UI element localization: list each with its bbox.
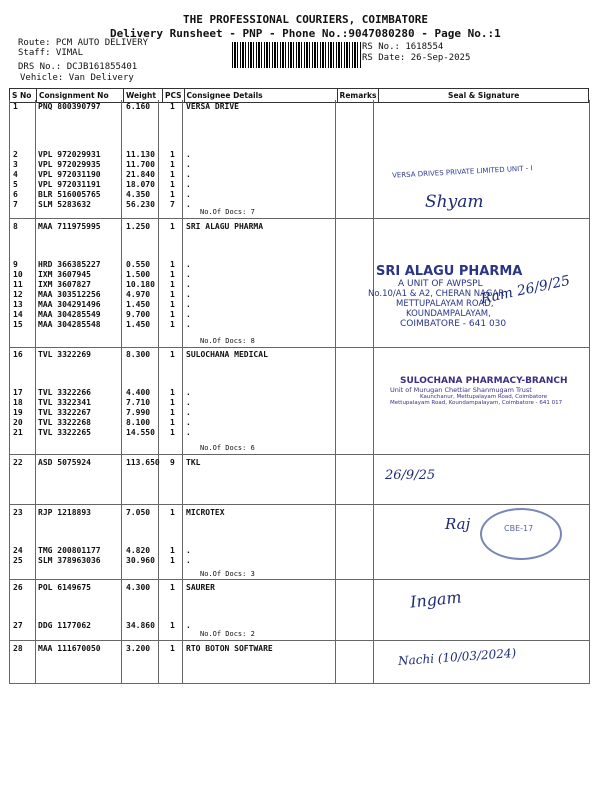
sno-cell: 27: [13, 621, 23, 630]
consignee-cell: .: [186, 160, 191, 169]
weight-cell: 1.450: [126, 320, 151, 329]
consignment-cell: TVL 3322265: [38, 428, 91, 437]
table-row: [0, 621, 600, 631]
no-docs-group3: No.Of Docs: 6: [200, 444, 255, 452]
sno-cell: 1: [13, 102, 18, 111]
weight-cell: 21.840: [126, 170, 155, 179]
consignment-cell: TVL 3322267: [38, 408, 91, 417]
weight-cell: 34.860: [126, 621, 155, 630]
no-docs-group1: No.Of Docs: 7: [200, 208, 255, 216]
sno-cell: 7: [13, 200, 18, 209]
pcs-cell: 1: [170, 398, 175, 407]
weight-cell: 11.700: [126, 160, 155, 169]
consignment-cell: VPL 972031191: [38, 180, 101, 189]
consignment-cell: PNQ 800390797: [38, 102, 101, 111]
signature-versa: Shyam: [425, 192, 484, 212]
pcs-cell: 1: [170, 280, 175, 289]
consignment-cell: RJP 1218893: [38, 508, 91, 517]
alagu-line2: No.10/A1 & A2, CHERAN NAGAR: [368, 289, 505, 299]
pcs-cell: 1: [170, 320, 175, 329]
sno-cell: 13: [13, 300, 23, 309]
pcs-cell: 1: [170, 190, 175, 199]
consignee-cell: RTO BOTON SOFTWARE: [186, 644, 273, 653]
pcs-cell: 1: [170, 556, 175, 565]
weight-cell: 1.250: [126, 222, 151, 231]
table-row: [0, 190, 600, 200]
pcs-cell: 1: [170, 290, 175, 299]
consignment-cell: IXM 3607945: [38, 270, 91, 279]
sno-cell: 4: [13, 170, 18, 179]
consignee-cell: SAURER: [186, 583, 215, 592]
consignee-cell: .: [186, 310, 191, 319]
consignment-cell: MAA 711975995: [38, 222, 101, 231]
pcs-cell: 7: [170, 200, 175, 209]
consignment-cell: TVL 3322269: [38, 350, 91, 359]
table-row: [0, 222, 600, 232]
sno-cell: 17: [13, 388, 23, 397]
weight-cell: 11.130: [126, 150, 155, 159]
sno-cell: 16: [13, 350, 23, 359]
consignee-cell: .: [186, 200, 191, 209]
rs-number: RS No.: 1618554: [362, 42, 444, 52]
alagu-line3: METTUPALAYAM ROAD,: [396, 299, 494, 309]
no-docs-group4: No.Of Docs: 3: [200, 570, 255, 578]
consignee-cell: .: [186, 260, 191, 269]
sno-cell: 21: [13, 428, 23, 437]
table-row: [0, 350, 600, 360]
pcs-cell: 1: [170, 150, 175, 159]
sno-cell: 6: [13, 190, 18, 199]
consignee-cell: SULOCHANA MEDICAL: [186, 350, 268, 359]
runsheet-subtitle: Delivery Runsheet - PNP - Phone No.:9047080280 - Page No.:1: [110, 27, 501, 40]
consignment-cell: POL 6149675: [38, 583, 91, 592]
alagu-line1: A UNIT OF AWPSPL: [398, 279, 483, 289]
pcs-cell: 1: [170, 546, 175, 555]
sno-cell: 8: [13, 222, 18, 231]
pcs-cell: 1: [170, 428, 175, 437]
consignee-cell: .: [186, 408, 191, 417]
weight-cell: 1.450: [126, 300, 151, 309]
sulo-name: SULOCHANA PHARMACY-BRANCH: [400, 376, 568, 386]
round-stamp: [480, 508, 562, 560]
signature-microtex: Raj: [445, 515, 471, 533]
weight-cell: 9.700: [126, 310, 151, 319]
weight-cell: 18.070: [126, 180, 155, 189]
table-row: [0, 180, 600, 190]
weight-cell: 6.160: [126, 102, 151, 111]
weight-cell: 4.970: [126, 290, 151, 299]
pcs-cell: 1: [170, 300, 175, 309]
consignment-cell: TVL 3322266: [38, 388, 91, 397]
staff-label: Staff: VIMAL: [18, 48, 84, 58]
consignee-cell: .: [186, 556, 191, 565]
consignment-cell: ASD 5075924: [38, 458, 91, 467]
sno-cell: 28: [13, 644, 23, 653]
consignee-cell: SRI ALAGU PHARMA: [186, 222, 264, 231]
table-row: [0, 200, 600, 210]
consignee-cell: .: [186, 621, 191, 630]
weight-cell: 4.300: [126, 583, 151, 592]
table-row: [0, 150, 600, 160]
consignment-cell: MAA 304291496: [38, 300, 101, 309]
consignment-cell: VPL 972029931: [38, 150, 101, 159]
pcs-cell: 1: [170, 180, 175, 189]
weight-cell: 1.500: [126, 270, 151, 279]
weight-cell: 14.550: [126, 428, 155, 437]
sulo-line2: Kaunchanur, Mettupalayam Road, Coimbatore: [420, 394, 548, 400]
weight-cell: 0.550: [126, 260, 151, 269]
sno-cell: 3: [13, 160, 18, 169]
weight-cell: 4.820: [126, 546, 151, 555]
weight-cell: 56.230: [126, 200, 155, 209]
pcs-cell: 1: [170, 260, 175, 269]
col-consignment: Consignment No: [37, 89, 124, 103]
table-row: [0, 428, 600, 438]
sno-cell: 24: [13, 546, 23, 555]
consignment-cell: HRD 366385227: [38, 260, 101, 269]
pcs-cell: 1: [170, 160, 175, 169]
sno-cell: 12: [13, 290, 23, 299]
barcode: [232, 42, 362, 68]
pcs-cell: 9: [170, 458, 175, 467]
pcs-cell: 1: [170, 170, 175, 179]
consignee-cell: .: [186, 300, 191, 309]
pcs-cell: 1: [170, 310, 175, 319]
no-docs-group5: No.Of Docs: 2: [200, 630, 255, 638]
table-row: [0, 418, 600, 428]
runsheet-header-row: [9, 88, 589, 103]
consignment-cell: MAA 111670050: [38, 644, 101, 653]
pcs-cell: 1: [170, 222, 175, 231]
consignee-cell: .: [186, 180, 191, 189]
sno-cell: 15: [13, 320, 23, 329]
signature-saurer: Ingam: [409, 587, 463, 612]
weight-cell: 8.100: [126, 418, 151, 427]
table-row: [0, 583, 600, 593]
alagu-line4: KOUNDAMPALAYAM,: [406, 309, 491, 319]
sno-cell: 14: [13, 310, 23, 319]
consignment-cell: DDG 1177062: [38, 621, 91, 630]
sno-cell: 22: [13, 458, 23, 467]
route-label: Route: PCM AUTO DELIVERY: [18, 38, 149, 48]
sno-cell: 23: [13, 508, 23, 517]
sulochana-stamp: [390, 376, 568, 406]
table-row: [0, 102, 600, 112]
consignment-cell: TVL 3322341: [38, 398, 91, 407]
consignment-cell: MAA 304285548: [38, 320, 101, 329]
consignee-cell: .: [186, 320, 191, 329]
pcs-cell: 1: [170, 418, 175, 427]
sulo-line3: Mettupalayam Road, Koundampalayam, Coimbatore - 641 017: [390, 400, 563, 406]
consignee-cell: .: [186, 170, 191, 179]
sno-cell: 18: [13, 398, 23, 407]
consignee-cell: VERSA DRIVE: [186, 102, 239, 111]
round-stamp-text: CBE-17: [504, 524, 534, 533]
sno-cell: 25: [13, 556, 23, 565]
weight-cell: 3.200: [126, 644, 151, 653]
consignment-cell: IXM 3607827: [38, 280, 91, 289]
consignee-cell: .: [186, 418, 191, 427]
weight-cell: 7.990: [126, 408, 151, 417]
sno-cell: 20: [13, 418, 23, 427]
alagu-name: SRI ALAGU PHARMA: [376, 264, 523, 279]
consignee-cell: .: [186, 270, 191, 279]
consignment-cell: VPL 972029935: [38, 160, 101, 169]
sno-cell: 2: [13, 150, 18, 159]
col-pcs: PCS: [163, 89, 185, 103]
consignee-cell: .: [186, 150, 191, 159]
no-docs-group2: No.Of Docs: 8: [200, 337, 255, 345]
col-seal: Seal & Signature: [379, 89, 589, 103]
consignee-cell: .: [186, 398, 191, 407]
consignee-cell: .: [186, 290, 191, 299]
signature-tkl: 26/9/25: [385, 468, 436, 483]
signature-rto: Nachi (10/03/2024): [397, 645, 517, 669]
sulo-line1: Unit of Murugan Chettiar Shanmugam Trust: [390, 386, 532, 394]
consignee-cell: .: [186, 280, 191, 289]
weight-cell: 4.400: [126, 388, 151, 397]
sno-cell: 26: [13, 583, 23, 592]
table-row: [0, 458, 600, 468]
pcs-cell: 1: [170, 621, 175, 630]
consignment-cell: MAA 303512256: [38, 290, 101, 299]
weight-cell: 7.710: [126, 398, 151, 407]
consignee-cell: .: [186, 190, 191, 199]
sno-cell: 11: [13, 280, 23, 289]
pcs-cell: 1: [170, 102, 175, 111]
pcs-cell: 1: [170, 388, 175, 397]
pcs-cell: 1: [170, 270, 175, 279]
pcs-cell: 1: [170, 508, 175, 517]
weight-cell: 30.960: [126, 556, 155, 565]
col-weight: Weight: [124, 89, 163, 103]
consignee-cell: MICROTEX: [186, 508, 225, 517]
weight-cell: 4.350: [126, 190, 151, 199]
weight-cell: 10.180: [126, 280, 155, 289]
pcs-cell: 1: [170, 350, 175, 359]
consignment-cell: TMG 200801177: [38, 546, 101, 555]
sno-cell: 9: [13, 260, 18, 269]
consignment-cell: SLM 5283632: [38, 200, 91, 209]
consignee-cell: TKL: [186, 458, 201, 467]
pcs-cell: 1: [170, 583, 175, 592]
consignment-cell: TVL 3322268: [38, 418, 91, 427]
vehicle-label: Vehicle: Van Delivery: [20, 73, 134, 83]
versa-stamp: VERSA DRIVES PRIVATE LIMITED UNIT - I: [391, 164, 533, 180]
weight-cell: 113.650: [126, 458, 160, 467]
consignee-cell: .: [186, 388, 191, 397]
sno-cell: 10: [13, 270, 23, 279]
rs-date: RS Date: 26-Sep-2025: [362, 53, 471, 63]
consignee-cell: .: [186, 546, 191, 555]
consignee-cell: .: [186, 428, 191, 437]
consignment-cell: VPL 972031190: [38, 170, 101, 179]
consignment-cell: BLR 516005765: [38, 190, 101, 199]
alagu-line5: COIMBATORE - 641 030: [400, 319, 507, 329]
consignment-cell: MAA 304285549: [38, 310, 101, 319]
col-consignee: Consignee Details: [184, 89, 337, 103]
col-remarks: Remarks: [337, 89, 379, 103]
company-title: THE PROFESSIONAL COURIERS, COIMBATORE: [183, 13, 429, 26]
weight-cell: 7.050: [126, 508, 151, 517]
signature-alagu: Ram 26/9/25: [479, 272, 572, 308]
pcs-cell: 1: [170, 408, 175, 417]
consignment-cell: SLM 378963036: [38, 556, 101, 565]
drs-label: DRS No.: DCJB161855401: [18, 62, 138, 72]
col-sno: S No: [10, 89, 37, 103]
sno-cell: 5: [13, 180, 18, 189]
sno-cell: 19: [13, 408, 23, 417]
table-row: [0, 408, 600, 418]
weight-cell: 8.300: [126, 350, 151, 359]
pcs-cell: 1: [170, 644, 175, 653]
